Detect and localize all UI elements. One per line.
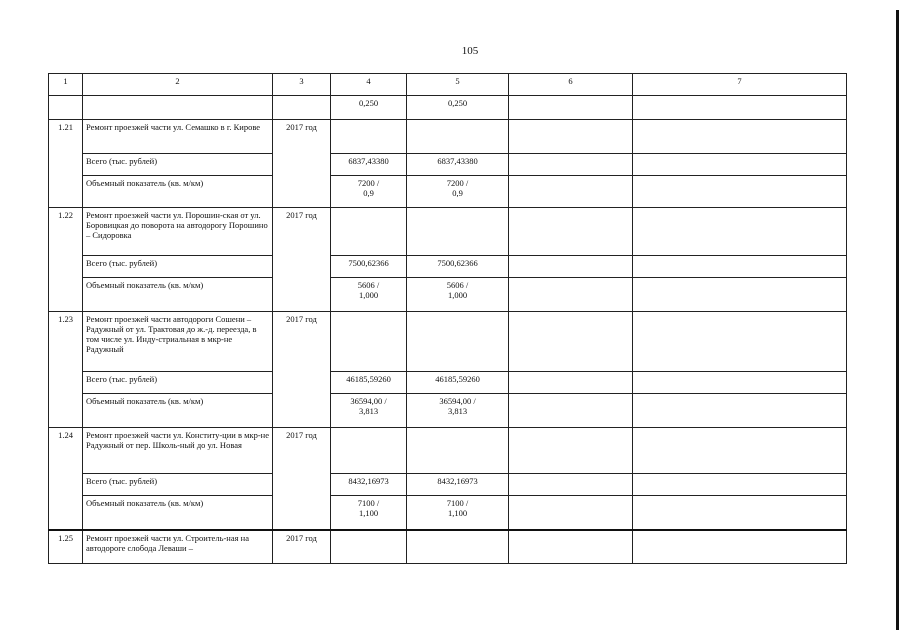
header-col-1: 1: [49, 74, 83, 96]
cell: [633, 176, 847, 208]
cell: [633, 372, 847, 394]
volume-col5: [407, 176, 509, 208]
volume-col4: [331, 278, 407, 312]
cell: [509, 208, 633, 256]
cell: [633, 530, 847, 564]
item-year: 2017 год: [273, 312, 331, 428]
item-row: [49, 312, 847, 372]
volume-label: Объемный показатель (кв. м/км): [83, 176, 273, 208]
total-col4: 7500,62366: [331, 256, 407, 278]
volume-col4-line1: 7100 /: [357, 498, 380, 508]
scan-edge-line: [896, 10, 899, 630]
cell: [273, 96, 331, 120]
volume-col5-line2: 1,100: [447, 508, 468, 518]
volume-col5-line2: 3,813: [447, 406, 468, 416]
volume-col4: [331, 394, 407, 428]
volume-row: [49, 176, 847, 208]
total-col4: 46185,59260: [331, 372, 407, 394]
volume-col4-line2: 3,813: [358, 406, 379, 416]
cell: [509, 120, 633, 154]
cell: [407, 530, 509, 564]
cell: [509, 372, 633, 394]
header-col-2: 2: [83, 74, 273, 96]
volume-col5-line2: 0,9: [452, 188, 463, 198]
cell: [633, 428, 847, 474]
header-col-5: 5: [407, 74, 509, 96]
cell: [331, 208, 407, 256]
cell: [509, 530, 633, 564]
cell: [331, 530, 407, 564]
cell: [633, 256, 847, 278]
item-row: [49, 428, 847, 474]
cell: [509, 256, 633, 278]
total-label: Всего (тыс. рублей): [83, 474, 273, 496]
item-title: Ремонт проезжей части ул. Конститу-ции в мкр-не Радужный от пер. Школь-ный до ул. Новая: [83, 428, 273, 474]
total-row: [49, 256, 847, 278]
cell: [509, 394, 633, 428]
header-col-6: 6: [509, 74, 633, 96]
total-label: Всего (тыс. рублей): [83, 154, 273, 176]
volume-col5-line2: 1,000: [447, 290, 468, 300]
volume-col5-line1: 36594,00 /: [439, 396, 476, 406]
cell: [633, 96, 847, 120]
item-row: [49, 530, 847, 564]
volume-col5: [407, 394, 509, 428]
volume-col4-line2: 0,9: [363, 188, 374, 198]
item-year: 2017 год: [273, 120, 331, 208]
cell: [407, 428, 509, 474]
volume-col5-line1: 7100 /: [446, 498, 469, 508]
cell: [509, 428, 633, 474]
cell: [633, 154, 847, 176]
item-id: 1.22: [49, 208, 83, 312]
volume-col5: [407, 496, 509, 530]
cell: [407, 312, 509, 372]
cell: [331, 312, 407, 372]
cell: [633, 496, 847, 530]
volume-col4-line1: 5606 /: [357, 280, 380, 290]
item-row: [49, 208, 847, 256]
total-col5: 6837,43380: [407, 154, 509, 176]
volume-row: [49, 496, 847, 530]
volume-col4-line2: 1,100: [358, 508, 379, 518]
item-title: Ремонт проезжей части автодороги Сошени – Радужный от ул. Трактовая до ж.-д. переезда, в том числе ул. Инду-стриальная в мкр-не Радужный: [83, 312, 273, 372]
cell: [509, 278, 633, 312]
item-id: 1.21: [49, 120, 83, 208]
total-col4: 8432,16973: [331, 474, 407, 496]
volume-col4-line1: 7200 /: [357, 178, 380, 188]
item-title: Ремонт проезжей части ул. Строитель-ная на автодороге слобода Леваши –: [83, 530, 273, 564]
item-title: Ремонт проезжей части ул. Семашко в г. Кирове: [83, 120, 273, 154]
cell: [331, 428, 407, 474]
header-col-4: 4: [331, 74, 407, 96]
item-id: 1.23: [49, 312, 83, 428]
total-row: [49, 372, 847, 394]
total-label: Всего (тыс. рублей): [83, 256, 273, 278]
cell: [49, 96, 83, 120]
volume-col4-line2: 1,000: [358, 290, 379, 300]
volume-row: [49, 394, 847, 428]
item-title: Ремонт проезжей части ул. Порошин-ская от ул. Боровицкая до поворота на автодорогу Порошино – Сидоровка: [83, 208, 273, 256]
cell: [331, 120, 407, 154]
cell: [83, 96, 273, 120]
cell: [509, 96, 633, 120]
cell: [509, 154, 633, 176]
cell: [633, 474, 847, 496]
total-label: Всего (тыс. рублей): [83, 372, 273, 394]
item-id: 1.24: [49, 428, 83, 530]
total-row: [49, 474, 847, 496]
cell: [509, 176, 633, 208]
total-col4: 6837,43380: [331, 154, 407, 176]
page-number: 105: [461, 45, 479, 57]
item-row: [49, 120, 847, 154]
item-year: 2017 год: [273, 530, 331, 564]
header-col-7: 7: [633, 74, 847, 96]
total-col5: 46185,59260: [407, 372, 509, 394]
volume-label: Объемный показатель (кв. м/км): [83, 496, 273, 530]
item-id: 1.25: [49, 530, 83, 564]
volume-col5-line1: 5606 /: [446, 280, 469, 290]
carry-col5: 0,250: [407, 96, 509, 120]
volume-label: Объемный показатель (кв. м/км): [83, 394, 273, 428]
cell: [633, 394, 847, 428]
cell: [509, 496, 633, 530]
carry-col4: 0,250: [331, 96, 407, 120]
header-col-3: 3: [273, 74, 331, 96]
cell: [407, 208, 509, 256]
header-row: [49, 74, 847, 96]
cell: [509, 474, 633, 496]
volume-col5: [407, 278, 509, 312]
volume-col4: [331, 496, 407, 530]
item-year: 2017 год: [273, 208, 331, 312]
volume-label: Объемный показатель (кв. м/км): [83, 278, 273, 312]
cell: [633, 278, 847, 312]
item-year: 2017 год: [273, 428, 331, 530]
total-col5: 7500,62366: [407, 256, 509, 278]
cell: [633, 312, 847, 372]
cell: [633, 120, 847, 154]
cell: [633, 208, 847, 256]
volume-row: [49, 278, 847, 312]
total-row: [49, 154, 847, 176]
budget-table: [48, 73, 847, 564]
volume-col4-line1: 36594,00 /: [350, 396, 387, 406]
volume-col4: [331, 176, 407, 208]
volume-col5-line1: 7200 /: [446, 178, 469, 188]
cell: [509, 312, 633, 372]
total-col5: 8432,16973: [407, 474, 509, 496]
cell: [407, 120, 509, 154]
carry-row: [49, 96, 847, 120]
